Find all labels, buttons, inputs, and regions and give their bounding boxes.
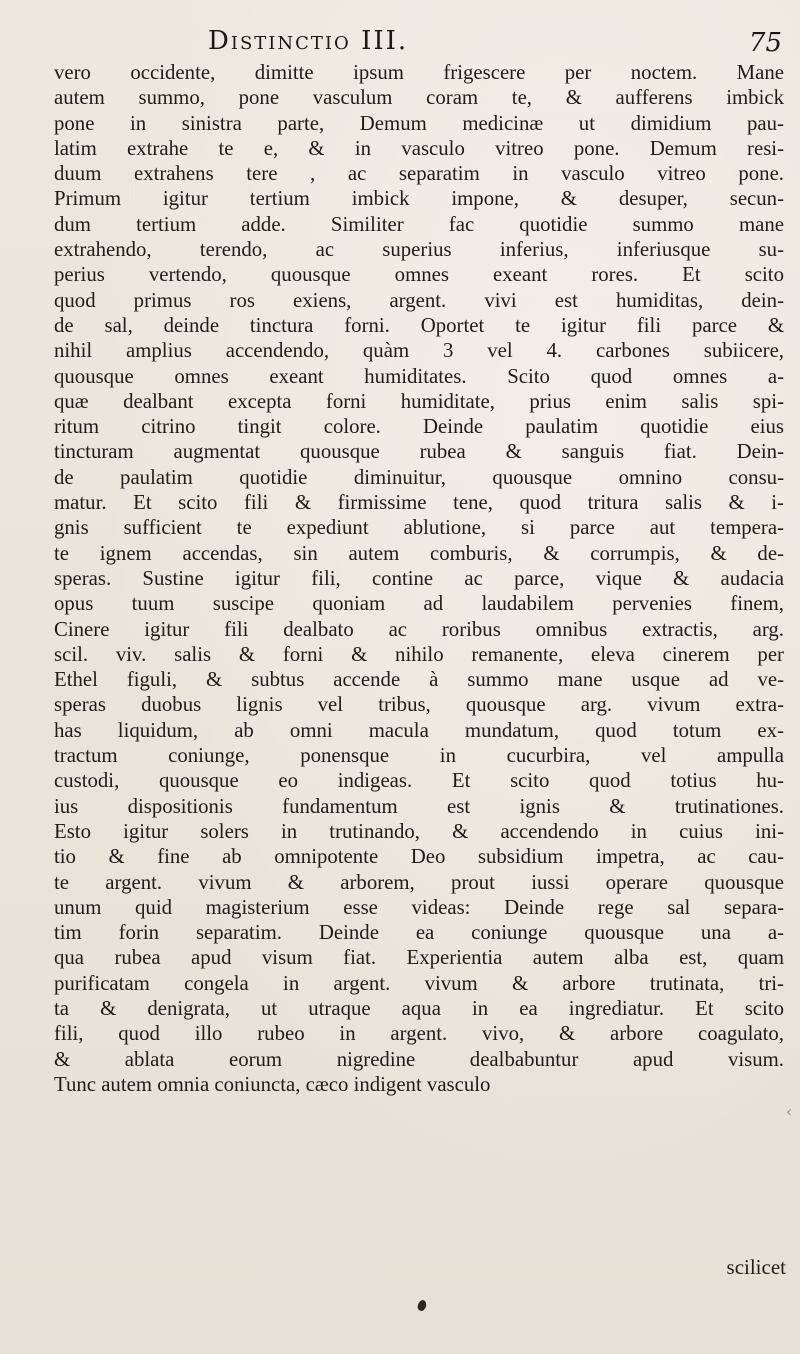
text-line: quousque omnes exeant humiditates. Scito quod omnes a- [54,364,784,388]
text-line: de paulatim quotidie diminuitur, quousque omnino consu- [54,465,784,489]
text-line: tractum coniunge, ponensque in cucurbira, vel ampulla [54,744,784,768]
text-line: scil. viv. salis & forni & nihilo remanente, eleva cinerem per [54,642,784,666]
text-line: latim extrahe te e, & in vasculo vitreo pone. Demum resi- [54,136,784,160]
text-line: tim forin separatim. Deinde ea coniunge quousque una a- [54,921,784,945]
text-line: speras duobus lignis vel tribus, quousque arg. vivum extra- [54,693,784,717]
text-line: autem summo, pone vasculum coram te, & aufferens imbick [54,86,784,110]
text-line: Cinere igitur fili dealbato ac roribus omnibus extractis, arg. [54,617,784,641]
text-line: quæ dealbant excepta forni humiditate, prius enim salis spi- [54,389,784,413]
text-line: te argent. vivum & arborem, prout iussi operare quousque [54,870,784,894]
text-line: duum extrahens tere , ac separatim in vasculo vitreo pone. [54,162,784,186]
text-line: dum tertium adde. Similiter fac quotidie summo mane [54,212,784,236]
text-line: pone in sinistra parte, Demum medicinæ ut dimidium pau- [54,111,784,135]
text-line: ius dispositionis fundamentum est ignis & trutinationes. [54,794,784,818]
text-line: custodi, quousque eo indigeas. Et scito quod totius hu- [54,769,784,793]
body-text [54,60,784,1260]
margin-stain-icon: ‹ [786,1102,793,1121]
text-line: tincturam augmentat quousque rubea & sanguis fiat. Dein- [54,440,784,464]
text-line: ta & denigrata, ut utraque aqua in ea ingrediatur. Et scito [54,996,784,1020]
text-line: speras. Sustine igitur fili, contine ac parce, vique & audacia [54,566,784,590]
text-line: has liquidum, ab omni macula mundatum, quod totum ex- [54,718,784,742]
text-line: Ethel figuli, & subtus accende à summo mane usque ad ve- [54,668,784,692]
text-line: quod primus ros exiens, argent. vivi est humiditas, dein- [54,288,784,312]
text-line: nihil amplius accendendo, quàm 3 vel 4. carbones subiicere, [54,339,784,363]
text-line: matur. Et scito fili & firmissime tene, quod tritura salis & i- [54,491,784,515]
text-line: tio & fine ab omnipotente Deo subsidium impetra, ac cau- [54,845,784,869]
text-line: ritum citrino tingit colore. Deinde paulatim quotidie eius [54,415,784,439]
text-line: purificatam congela in argent. vivum & arbore trutinata, tri- [54,971,784,995]
text-line: perius vertendo, quousque omnes exeant rores. Et scito [54,263,784,287]
text-line: te ignem accendas, sin autem comburis, & corrumpis, & de- [54,541,784,565]
text-line: & ablata eorum nigredine dealbabuntur apud visum. [54,1047,784,1071]
page-header [60,8,790,64]
text-line: Primum igitur tertium imbick impone, & desuper, secun- [54,187,784,211]
page-number: 75 [748,28,782,58]
printer-mark-icon [416,1299,427,1312]
running-head: Distinctio III. [208,26,409,56]
text-line: opus tuum suscipe quoniam ad laudabilem pervenies finem, [54,592,784,616]
text-line: extrahendo, terendo, ac superius inferius, inferiusque su- [54,238,784,262]
catchword: scilicet [726,1255,786,1279]
text-line: vero occidente, dimitte ipsum frigescere per noctem. Mane [54,61,784,84]
text-line: fili, quod illo rubeo in argent. vivo, & arbore coagulato, [54,1022,784,1046]
text-line: de sal, deinde tinctura forni. Oportet te igitur fili parce & [54,313,784,337]
text-line: unum quid magisterium esse videas: Deinde rege sal separa- [54,895,784,919]
text-line: qua rubea apud visum fiat. Experientia autem alba est, quam [54,946,784,970]
text-line: Esto igitur solers in trutinando, & accendendo in cuius ini- [54,819,784,843]
text-line: gnis sufficient te expediunt ablutione, si parce aut tempera- [54,516,784,540]
text-line: Tunc autem omnia coniuncta, cæco indigent vasculo [54,1072,491,1096]
